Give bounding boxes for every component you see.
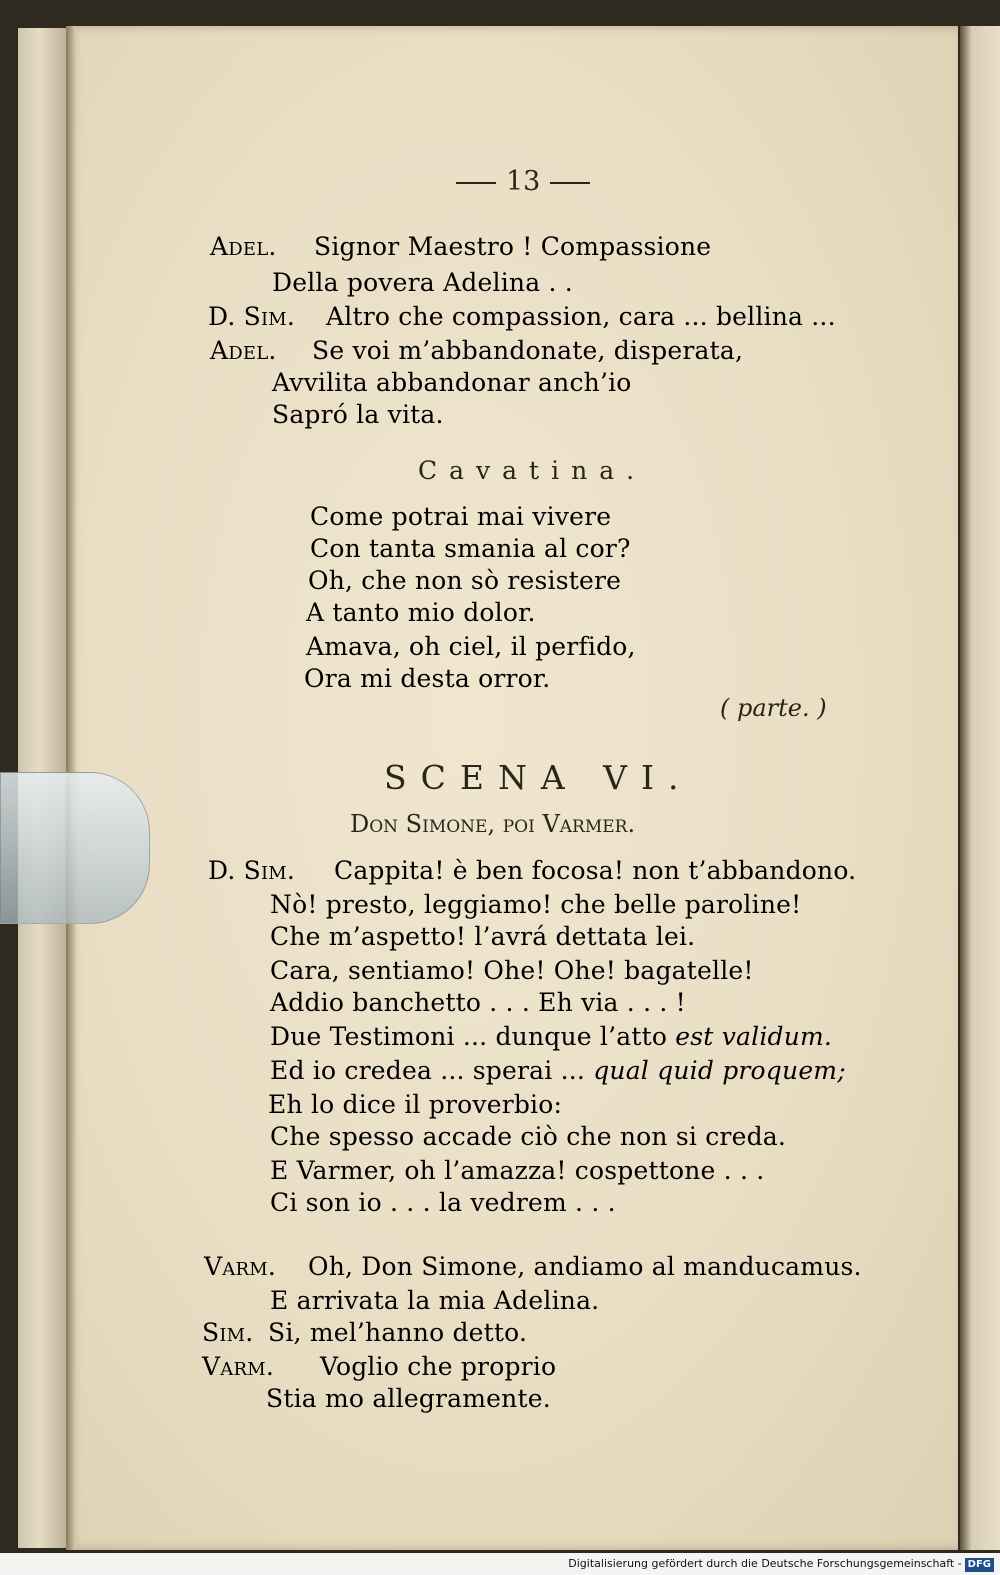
dialogue-line [272, 368, 632, 397]
speaker-label: D. Sim. [208, 302, 296, 331]
dialogue-line [266, 1384, 551, 1413]
dialogue-line [204, 1252, 862, 1281]
dialogue-text: Sapró la vita. [272, 400, 444, 429]
page-number [446, 166, 600, 197]
speaker-label: Varm. [204, 1252, 276, 1281]
verse-line: Come potrai mai vivere [310, 502, 612, 531]
dialogue-text: Ed io credea ... sperai ... [270, 1056, 586, 1085]
latin-phrase: qual quid proquem; [593, 1056, 846, 1085]
dialogue-line [202, 1352, 556, 1381]
dialogue-line: E Varmer, oh l’amazza! cospettone . . . [270, 1156, 765, 1185]
dfg-logo: DFG [965, 1558, 994, 1572]
footer-text: Digitalisierung gefördert durch die Deutsche Forschungsgemeinschaft - [568, 1557, 962, 1570]
speaker-label: D. Sim. [208, 856, 296, 885]
speaker-label: Varm. [202, 1352, 274, 1381]
dialogue-line: Ci son io . . . la vedrem . . . [270, 1188, 616, 1217]
page-number-dash-right [550, 182, 590, 184]
dialogue-line [202, 1318, 527, 1347]
dialogue-line [270, 1286, 599, 1315]
dialogue-line [272, 268, 573, 297]
dialogue-text: Signor Maestro ! Compassione [314, 232, 712, 261]
dialogue-text: Oh, Don Simone, andiamo al manducamus. [308, 1252, 862, 1281]
dialogue-text: Della povera Adelina . . [272, 268, 573, 297]
dialogue-line: Addio banchetto . . . Eh via . . . ! [270, 988, 686, 1017]
speaker-label: Adel. [210, 232, 277, 261]
dialogue-line [210, 336, 743, 365]
verse-line: Ora mi desta orror. [304, 664, 551, 693]
digitization-footer [0, 1553, 1000, 1575]
dialogue-line [210, 232, 711, 261]
dialogue-line [208, 302, 836, 331]
dialogue-text: E arrivata la mia Adelina. [270, 1286, 600, 1315]
dialogue-line [272, 400, 444, 429]
verse-line: A tanto mio dolor. [306, 598, 536, 627]
cavatina-heading: Cavatina. [418, 456, 647, 485]
dialogue-line: Che spesso accade ciò che non si creda. [270, 1122, 787, 1151]
scene-heading: SCENA VI. [384, 758, 693, 797]
dialogue-line: Eh lo dice il proverbio: [268, 1090, 563, 1119]
page-holder-clip [0, 772, 150, 924]
dialogue-text: Si, mel’hanno detto. [268, 1318, 528, 1347]
speaker-label: Sim. [202, 1318, 254, 1347]
page-number-dash-left [456, 182, 496, 184]
dialogue-text: Cappita! è ben focosa! non t’abbandono. [334, 856, 857, 885]
dialogue-text: Stia mo allegramente. [266, 1384, 551, 1413]
dialogue-text: Due Testimoni ... dunque l’atto [270, 1022, 668, 1051]
facing-page-edge [960, 26, 1000, 1550]
stage-direction: ( parte. ) [720, 694, 827, 722]
dialogue-text: Voglio che proprio [320, 1352, 557, 1381]
verse-line: Oh, che non sò resistere [308, 566, 622, 595]
verse-line: Con tanta smania al cor? [310, 534, 631, 563]
speaker-label: Adel. [210, 336, 277, 365]
dialogue-line: Cara, sentiamo! Ohe! Ohe! bagatelle! [270, 956, 754, 985]
dialogue-line [208, 856, 856, 885]
dialogue-text: Avvilita abbandonar anch’io [272, 368, 632, 397]
verse-line: Amava, oh ciel, il perfido, [306, 632, 636, 661]
latin-phrase: est validum. [675, 1022, 833, 1051]
dialogue-text: Se voi m’abbandonate, disperata, [312, 336, 744, 365]
dialogue-line: Nò! presto, leggiamo! che belle paroline! [270, 890, 802, 919]
dialogue-line [270, 1022, 832, 1051]
scene-characters: Don Simone, poi Varmer. [350, 810, 636, 838]
dialogue-line [270, 1056, 846, 1085]
dialogue-line: Che m’aspetto! l’avrá dettata lei. [270, 922, 696, 951]
page-number-value: 13 [506, 166, 541, 197]
dialogue-text: Altro che compassion, cara ... bellina ... [326, 302, 836, 331]
